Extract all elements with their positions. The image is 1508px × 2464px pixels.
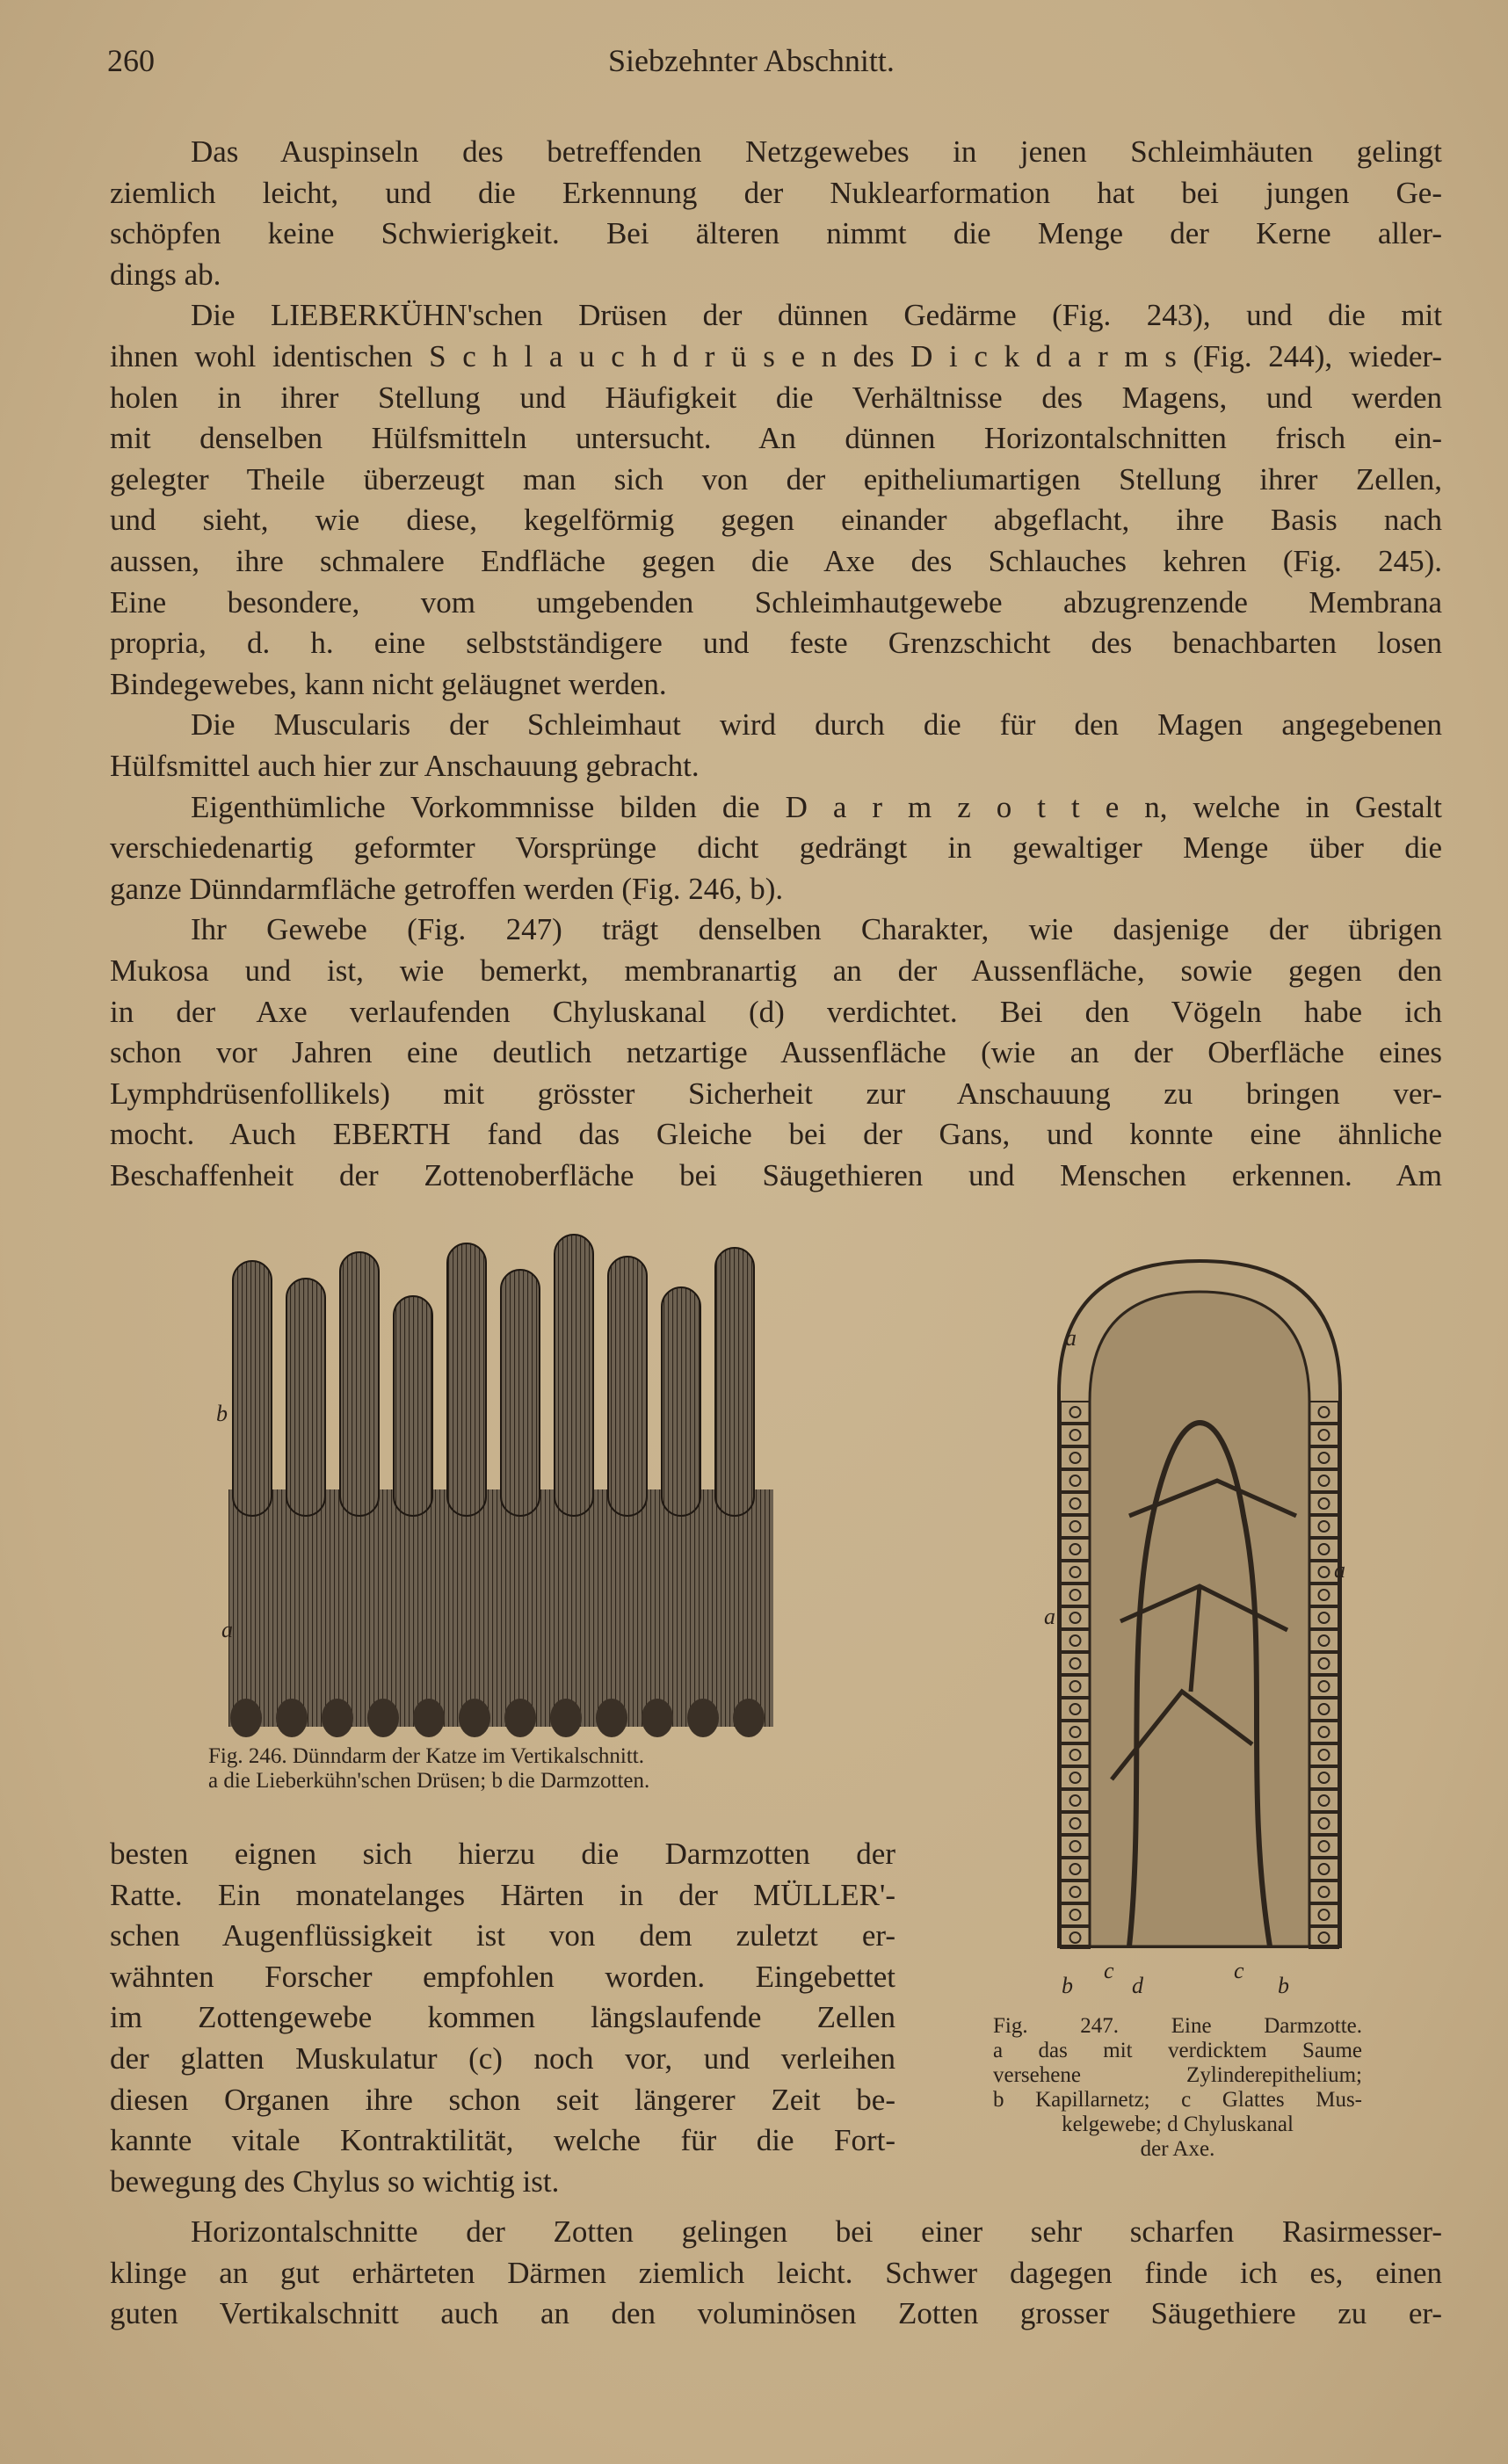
text-line: guten Vertikalschnitt auch an den voluminösen Zotten grosser Säugethiere zu er- bbox=[110, 2296, 1442, 2330]
text-line: ganze Dünndarmfläche getroffen werden (Fig. 246, b). bbox=[110, 872, 784, 906]
villus bbox=[394, 1296, 432, 1516]
gland-fundus bbox=[230, 1699, 262, 1737]
text-line: Horizontalschnitte der Zotten gelingen bei einer sehr scharfen Rasirmesser- bbox=[191, 2214, 1442, 2249]
fig247-label-b1: b bbox=[1062, 1973, 1073, 1998]
text-line: kannte vitale Kontraktilität, welche für die Fort- bbox=[110, 2123, 895, 2157]
gland-fundus bbox=[276, 1699, 308, 1737]
text-line: und sieht, wie diese, kegelförmig gegen einander abgeflacht, ihre Basis nach bbox=[110, 503, 1442, 537]
text-line: Mukosa und ist, wie bemerkt, membranartig an der Aussenfläche, sowie gegen den bbox=[110, 953, 1442, 988]
gland-fundus bbox=[550, 1699, 582, 1737]
gland-fundus bbox=[733, 1699, 765, 1737]
text-line: verschiedenartig geformter Vorsprünge dicht gedrängt in gewaltiger Menge über die bbox=[110, 830, 1442, 865]
text-line: bewegung des Chylus so wichtig ist. bbox=[110, 2164, 560, 2199]
fig247-label-d: d bbox=[1132, 1973, 1143, 1998]
gland-fundus bbox=[413, 1699, 445, 1737]
fig246-label-a: a bbox=[221, 1617, 233, 1642]
text-line: Ratte. Ein monatelanges Härten in der MÜLLER'- bbox=[110, 1878, 895, 1912]
text-line: wähnten Forscher empfohlen worden. Eingebettet bbox=[110, 1960, 895, 1994]
page-number: 260 bbox=[107, 43, 155, 78]
text-line: Eigenthümliche Vorkommnisse bilden die D a r m z o t t e n, welche in Gestalt bbox=[191, 790, 1442, 824]
text-line: Die Muscularis der Schleimhaut wird durch die für den Magen angegebenen bbox=[191, 707, 1442, 742]
text-line: Lymphdrüsenfollikels) mit grösster Sicherheit zur Anschauung zu bringen ver- bbox=[110, 1076, 1442, 1111]
text-line: der glatten Muskulatur (c) noch vor, und verleihen bbox=[110, 2041, 895, 2076]
villus bbox=[233, 1261, 272, 1516]
text-line: besten eignen sich hierzu die Darmzotten der bbox=[110, 1837, 895, 1871]
gland-fundus bbox=[642, 1699, 673, 1737]
gland-fundus bbox=[596, 1699, 627, 1737]
figure-247-caption-line-2: a das mit verdicktem Saume bbox=[993, 2039, 1362, 2062]
text-line: mit denselben Hülfsmitteln untersucht. An dünnen Horizontalschnitten frisch ein- bbox=[110, 421, 1442, 455]
text-line: Eine besondere, vom umgebenden Schleimhautgewebe abzugrenzende Membrana bbox=[110, 585, 1442, 620]
fig247-label-b2: b bbox=[1278, 1973, 1289, 1998]
text-line: dings ab. bbox=[110, 257, 221, 292]
text-line: ihnen wohl identischen S c h l a u c h d r ü s e n des D i c k d a r m s (Fig. 244), wieder- bbox=[110, 339, 1442, 373]
fig247-label-c1: c bbox=[1104, 1958, 1114, 1983]
figure-247-caption-line-4: b Kapillarnetz; c Glattes Mus- bbox=[993, 2088, 1362, 2112]
figure-246-villi-drawing bbox=[211, 1226, 791, 1744]
fig247-label-a-top: a bbox=[1065, 1325, 1077, 1351]
fig246-label-b: b bbox=[216, 1401, 228, 1426]
text-line: gelegter Theile überzeugt man sich von der epitheliumartigen Stellung ihrer Zellen, bbox=[110, 462, 1442, 496]
text-line: klinge an gut erhärteten Därmen ziemlich leicht. Schwer dagegen finde ich es, einen bbox=[110, 2256, 1442, 2290]
villus bbox=[447, 1243, 486, 1516]
figure-247-caption-line-5: kelgewebe; d Chyluskanal bbox=[1062, 2113, 1294, 2136]
villus bbox=[340, 1252, 379, 1516]
text-line: Beschaffenheit der Zottenoberfläche bei Säugethieren und Menschen erkennen. Am bbox=[110, 1158, 1442, 1192]
fig247-label-c2: c bbox=[1234, 1958, 1244, 1983]
figure-247-caption-line-3: versehene Zylinderepithelium; bbox=[993, 2063, 1362, 2087]
text-line: propria, d. h. eine selbstständigere und feste Grenzschicht des benachbarten losen bbox=[110, 626, 1442, 660]
villus bbox=[501, 1270, 540, 1516]
text-line: Bindegewebes, kann nicht geläugnet werden. bbox=[110, 667, 667, 701]
text-line: holen in ihrer Stellung und Häufigkeit die Verhältnisse des Magens, und werden bbox=[110, 380, 1442, 415]
figure-246-caption-line-1: Fig. 246. Dünndarm der Katze im Vertikalschnitt. bbox=[208, 1744, 644, 1768]
fig247-label-a-right: a bbox=[1334, 1557, 1345, 1583]
text-line: im Zottengewebe kommen längslaufende Zellen bbox=[110, 2000, 895, 2034]
villus bbox=[608, 1257, 647, 1516]
text-line: schon vor Jahren eine deutlich netzartige Aussenfläche (wie an der Oberfläche eines bbox=[110, 1035, 1442, 1069]
fig247-label-a-left: a bbox=[1044, 1604, 1055, 1629]
gland-fundus bbox=[504, 1699, 536, 1737]
figure-246-caption-line-2: a die Lieberkühn'schen Drüsen; b die Darmzotten. bbox=[208, 1769, 650, 1793]
figure-247-villus-drawing bbox=[1024, 1252, 1375, 1955]
villus bbox=[662, 1287, 700, 1516]
gland-fundus bbox=[687, 1699, 719, 1737]
figure-247-caption-line-6: der Axe. bbox=[1140, 2137, 1215, 2161]
villus bbox=[555, 1235, 593, 1516]
villus bbox=[715, 1248, 754, 1516]
gland-layer bbox=[228, 1489, 773, 1727]
figure-247-caption-line-1: Fig. 247. Eine Darmzotte. bbox=[993, 2014, 1362, 2038]
gland-fundus bbox=[322, 1699, 353, 1737]
text-line: diesen Organen ihre schon seit längerer Zeit be- bbox=[110, 2083, 895, 2117]
text-line: in der Axe verlaufenden Chyluskanal (d) verdichtet. Bei den Vögeln habe ich bbox=[110, 995, 1442, 1029]
villus bbox=[286, 1279, 325, 1516]
text-line: Hülfsmittel auch hier zur Anschauung gebracht. bbox=[110, 749, 700, 783]
text-line: aussen, ihre schmalere Endfläche gegen die Axe des Schlauches kehren (Fig. 245). bbox=[110, 544, 1442, 578]
text-line: Ihr Gewebe (Fig. 247) trägt denselben Charakter, wie dasjenige der übrigen bbox=[191, 912, 1442, 946]
gland-fundus bbox=[459, 1699, 490, 1737]
text-line: ziemlich leicht, und die Erkennung der Nuklearformation hat bei jungen Ge- bbox=[110, 176, 1442, 210]
text-line: mocht. Auch EBERTH fand das Gleiche bei der Gans, und konnte eine ähnliche bbox=[110, 1117, 1442, 1151]
text-line: Die LIEBERKÜHN'schen Drüsen der dünnen Gedärme (Fig. 243), und die mit bbox=[191, 298, 1442, 332]
text-line: Das Auspinseln des betreffenden Netzgewebes in jenen Schleimhäuten gelingt bbox=[191, 134, 1442, 169]
gland-fundus bbox=[367, 1699, 399, 1737]
text-line: schöpfen keine Schwierigkeit. Bei älteren nimmt die Menge der Kerne aller- bbox=[110, 216, 1442, 250]
running-header: Siebzehnter Abschnitt. bbox=[608, 43, 895, 78]
text-line: schen Augenflüssigkeit ist von dem zuletzt er- bbox=[110, 1918, 895, 1953]
